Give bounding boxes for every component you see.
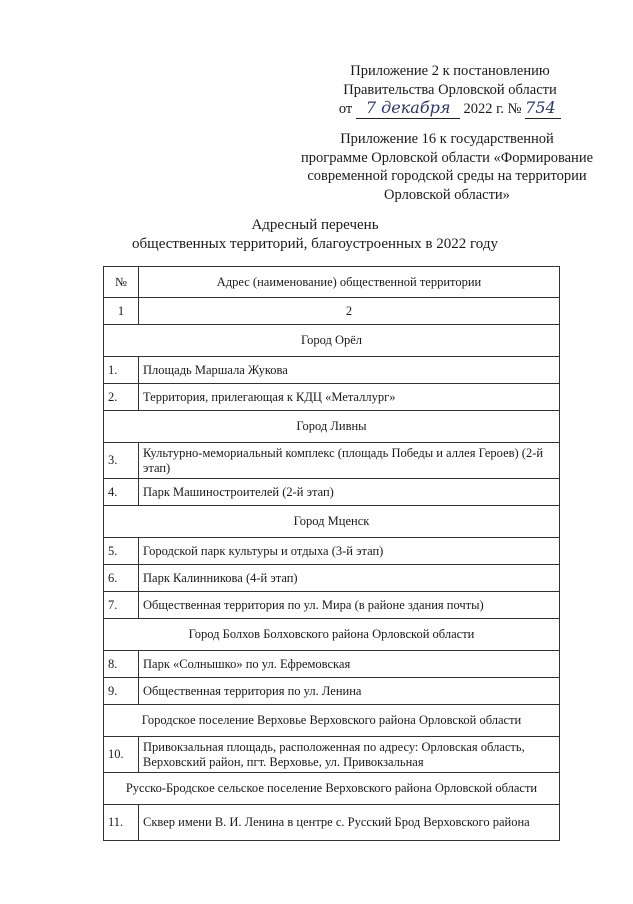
section-title: Городское поселение Верховье Верховского района Орловской области <box>104 705 560 737</box>
column-index-row <box>104 298 560 325</box>
document-title <box>100 216 530 253</box>
from-prefix: от <box>338 101 353 117</box>
appendix-line-4: Орловской области» <box>384 186 510 203</box>
section-row <box>104 619 560 651</box>
table-row <box>104 384 560 411</box>
column-index-2: 2 <box>139 298 560 325</box>
row-number: 11. <box>104 805 139 841</box>
territory-name: Привокзальная площадь, расположенная по адресу: Орловская область, Верховский район, пгт. Верховье, ул. Привокзальная <box>139 737 560 773</box>
year-text: 2022 г. № <box>463 101 522 117</box>
column-header-address: Адрес (наименование) общественной территории <box>139 267 560 298</box>
territory-name: Площадь Маршала Жукова <box>139 357 560 384</box>
title-line-2: общественных территорий, благоустроенных в 2022 году <box>132 235 498 252</box>
column-header-number: № <box>104 267 139 298</box>
row-number: 6. <box>104 565 139 592</box>
section-row <box>104 325 560 357</box>
territories-table <box>103 266 560 841</box>
handwritten-date: 7 декабря <box>356 99 460 119</box>
table-row <box>104 565 560 592</box>
table-row <box>104 651 560 678</box>
table-row <box>104 357 560 384</box>
territory-name: Культурно-мемориальный комплекс (площадь Победы и аллея Героев) (2-й этап) <box>139 443 560 479</box>
territory-name: Сквер имени В. И. Ленина в центре с. Русский Брод Верховского района <box>139 805 560 841</box>
row-number: 4. <box>104 479 139 506</box>
territory-name: Парк Калинникова (4-й этап) <box>139 565 560 592</box>
territory-name: Территория, прилегающая к КДЦ «Металлург» <box>139 384 560 411</box>
table-row <box>104 443 560 479</box>
appendix-reference <box>272 130 622 204</box>
row-number: 5. <box>104 538 139 565</box>
section-title: Город Орёл <box>104 325 560 357</box>
territory-name: Парк «Солнышко» по ул. Ефремовская <box>139 651 560 678</box>
section-row <box>104 773 560 805</box>
territory-name: Общественная территория по ул. Мира (в районе здания почты) <box>139 592 560 619</box>
territory-name: Городской парк культуры и отдыха (3-й этап) <box>139 538 560 565</box>
header-line-3 <box>300 99 600 119</box>
title-line-1: Адресный перечень <box>251 217 379 233</box>
section-row <box>104 705 560 737</box>
row-number: 1. <box>104 357 139 384</box>
section-title: Город Болхов Болховского района Орловской области <box>104 619 560 651</box>
handwritten-number: 754 <box>525 99 561 119</box>
appendix-line-1: Приложение 16 к государственной <box>340 131 554 147</box>
section-row <box>104 411 560 443</box>
table-row <box>104 805 560 841</box>
header-line-1: Приложение 2 к постановлению <box>350 63 550 79</box>
appendix-line-3: современной городской среды на территории <box>307 168 587 184</box>
table-row <box>104 592 560 619</box>
territory-name: Общественная территория по ул. Ленина <box>139 678 560 705</box>
appendix-line-2: программе Орловской области «Формирование <box>300 149 594 166</box>
section-title: Город Ливны <box>104 411 560 443</box>
row-number: 3. <box>104 443 139 479</box>
row-number: 7. <box>104 592 139 619</box>
row-number: 10. <box>104 737 139 773</box>
header-line-2: Правительства Орловской области <box>343 81 557 98</box>
table-row <box>104 479 560 506</box>
table-row <box>104 678 560 705</box>
row-number: 2. <box>104 384 139 411</box>
resolution-reference <box>300 62 600 119</box>
section-title: Город Мценск <box>104 506 560 538</box>
table-row <box>104 737 560 773</box>
section-row <box>104 506 560 538</box>
row-number: 8. <box>104 651 139 678</box>
table-row <box>104 538 560 565</box>
column-index-1: 1 <box>104 298 139 325</box>
section-title: Русско-Бродское сельское поселение Верховского района Орловской области <box>104 773 560 805</box>
territory-name: Парк Машиностроителей (2-й этап) <box>139 479 560 506</box>
row-number: 9. <box>104 678 139 705</box>
